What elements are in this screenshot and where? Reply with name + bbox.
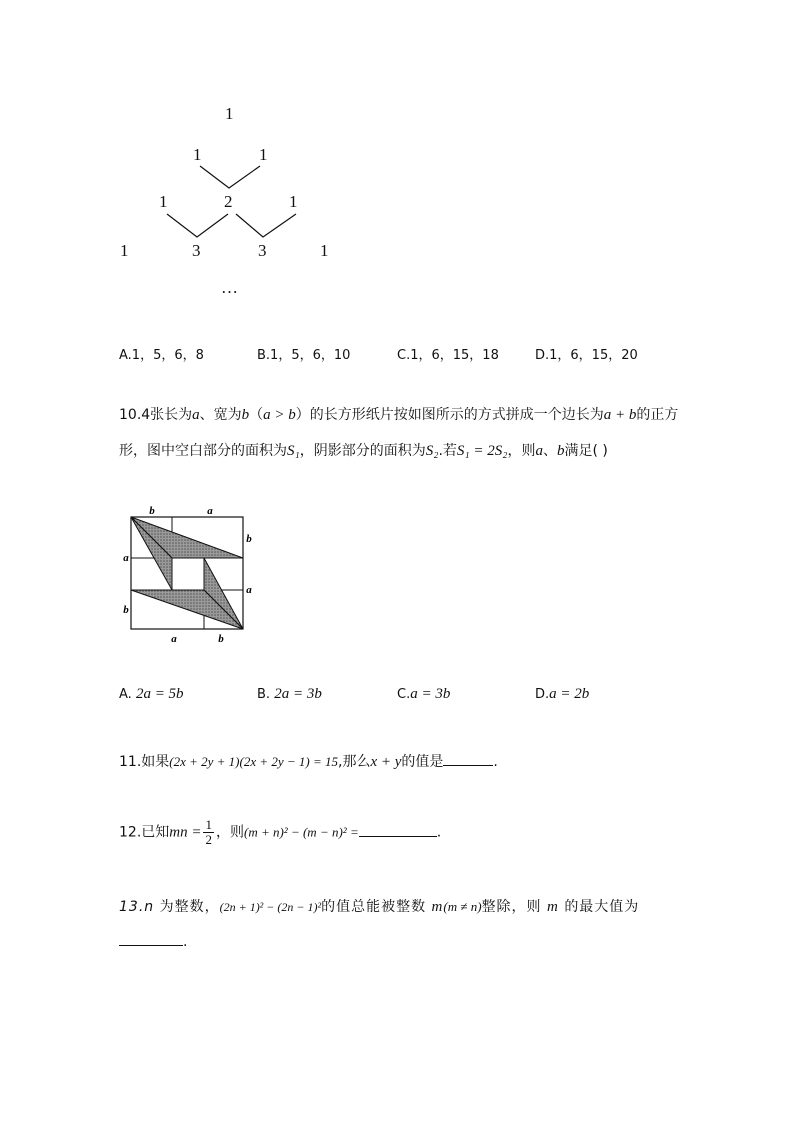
- q11-text: ,那么: [338, 754, 371, 770]
- option-prefix: A.: [119, 687, 132, 702]
- figure-label-left-a: a: [123, 552, 129, 564]
- figure-label-left-b: b: [123, 604, 129, 616]
- fraction-denominator: 2: [205, 832, 212, 847]
- q13-text: 的最大值为: [564, 899, 640, 915]
- figure-label-top-a: a: [207, 505, 213, 517]
- triangle-row2-item: 1: [259, 145, 268, 164]
- triangle-connector-lines: [0, 0, 400, 300]
- q13-text: 为整数，: [159, 899, 220, 915]
- q9-option-a: A.1，5，6，8: [119, 348, 204, 363]
- figure-label-top-b: b: [149, 505, 155, 517]
- q12-question: [119, 818, 441, 847]
- q13-question-line1: [119, 896, 639, 916]
- q10-condition: a > b: [263, 407, 296, 423]
- option-math: 2a = 5b: [135, 686, 184, 702]
- triangle-row1-item: 1: [225, 104, 234, 123]
- q10-s1: S₁: [287, 443, 300, 459]
- q13-answer-blank[interactable]: [119, 944, 183, 946]
- q11-expression: (2x + 2y + 1)(2x + 2y − 1) = 15: [169, 754, 339, 769]
- triangle-row4-item: 1: [320, 241, 329, 260]
- option-prefix: D.: [535, 687, 550, 702]
- fraction-numerator: 1: [205, 817, 212, 832]
- q10-var-a: a: [192, 407, 200, 423]
- option-math: a = 2b: [549, 686, 590, 702]
- triangle-row2-item: 1: [193, 145, 202, 164]
- q10-equation: S₁ = 2S₂: [456, 443, 508, 459]
- q9-option-c: C.1，6，15，18: [397, 348, 499, 363]
- q10-text: 的正方: [636, 407, 679, 423]
- triangle-ellipsis: …: [221, 278, 238, 297]
- option-prefix: B.: [257, 687, 271, 702]
- q10-stem-line1: [119, 404, 678, 424]
- q13-text: .: [183, 934, 188, 950]
- triangle-row4-item: 3: [192, 241, 201, 260]
- q10-option-c: [397, 686, 450, 703]
- q13-text: 13.n: [119, 899, 155, 915]
- q9-option-d: D.1，6，15，20: [535, 348, 638, 363]
- q10-text: 、: [542, 443, 557, 459]
- q10-option-a: [119, 686, 184, 703]
- option-prefix: C.: [397, 687, 411, 702]
- q10-s2: S₂: [425, 443, 439, 459]
- q10-text: 10.4张长为: [119, 407, 193, 423]
- q11-question: [119, 751, 498, 771]
- q13-var-m: m: [547, 899, 559, 915]
- q10-side-length: a + b: [603, 407, 637, 423]
- q11-text: .: [493, 754, 498, 770]
- connector-row2: [200, 166, 260, 188]
- q11-text: 的值是: [401, 754, 444, 770]
- triangle-row3-item: 2: [224, 192, 233, 211]
- q11-answer-blank[interactable]: [443, 764, 493, 766]
- q10-text: ）的长方形纸片按如图所示的方式拼成一个边长为: [295, 407, 604, 423]
- connector-row3-left: [167, 214, 228, 237]
- q10-text: 、宽为: [199, 407, 242, 423]
- q11-text: 11.如果: [119, 754, 170, 770]
- q12-expression: (m + n)² − (m − n)² =: [243, 824, 359, 840]
- q10-option-b: [257, 686, 322, 703]
- q10-var-b: b: [556, 443, 565, 459]
- q13-condition: (m ≠ n): [443, 899, 482, 914]
- triangle-row3-item: 1: [289, 192, 298, 211]
- figure-label-bottom-a: a: [171, 633, 177, 645]
- triangle-row4-item: 1: [120, 241, 129, 260]
- q12-text: 12.已知: [119, 824, 170, 841]
- q11-variable: x + y: [370, 754, 402, 770]
- q10-text: ，阴影部分的面积为: [299, 443, 426, 459]
- q12-fraction: [203, 818, 214, 847]
- q10-text: ，则: [507, 443, 536, 459]
- center-square: [172, 558, 204, 590]
- triangle-row3-item: 1: [159, 192, 168, 211]
- figure-label-bottom-b: b: [218, 633, 224, 645]
- q10-square-figure: [118, 500, 268, 650]
- q13-expression: (2n + 1)² − (2n − 1)²: [219, 900, 322, 914]
- q10-stem-line2: [119, 440, 608, 460]
- q10-var-a: a: [535, 443, 543, 459]
- q12-text: ，则: [215, 824, 244, 841]
- q10-var-b: b: [241, 407, 250, 423]
- q9-option-b: B.1，5，6，10: [257, 348, 351, 363]
- option-math: 2a = 3b: [274, 686, 322, 702]
- q12-answer-blank[interactable]: [359, 835, 437, 837]
- q12-text: .: [436, 824, 442, 841]
- q10-text: 满足( ): [564, 443, 608, 459]
- option-math: a = 3b: [410, 686, 451, 702]
- q13-text: 整除，则: [481, 899, 542, 915]
- q10-option-d: [535, 686, 589, 703]
- q10-text: （: [249, 407, 264, 423]
- figure-label-right-a: a: [246, 584, 252, 596]
- q13-var-m: m: [431, 899, 444, 915]
- q13-question-line2: [119, 934, 187, 950]
- q10-text: .若: [438, 443, 457, 459]
- q10-text: 形，图中空白部分的面积为: [119, 443, 287, 459]
- connector-row3-right: [236, 214, 296, 237]
- figure-label-right-b: b: [246, 533, 252, 545]
- triangle-row4-item: 3: [258, 241, 267, 260]
- q12-lhs: mn =: [169, 824, 202, 841]
- q13-text: 的值总能被整数: [321, 899, 427, 915]
